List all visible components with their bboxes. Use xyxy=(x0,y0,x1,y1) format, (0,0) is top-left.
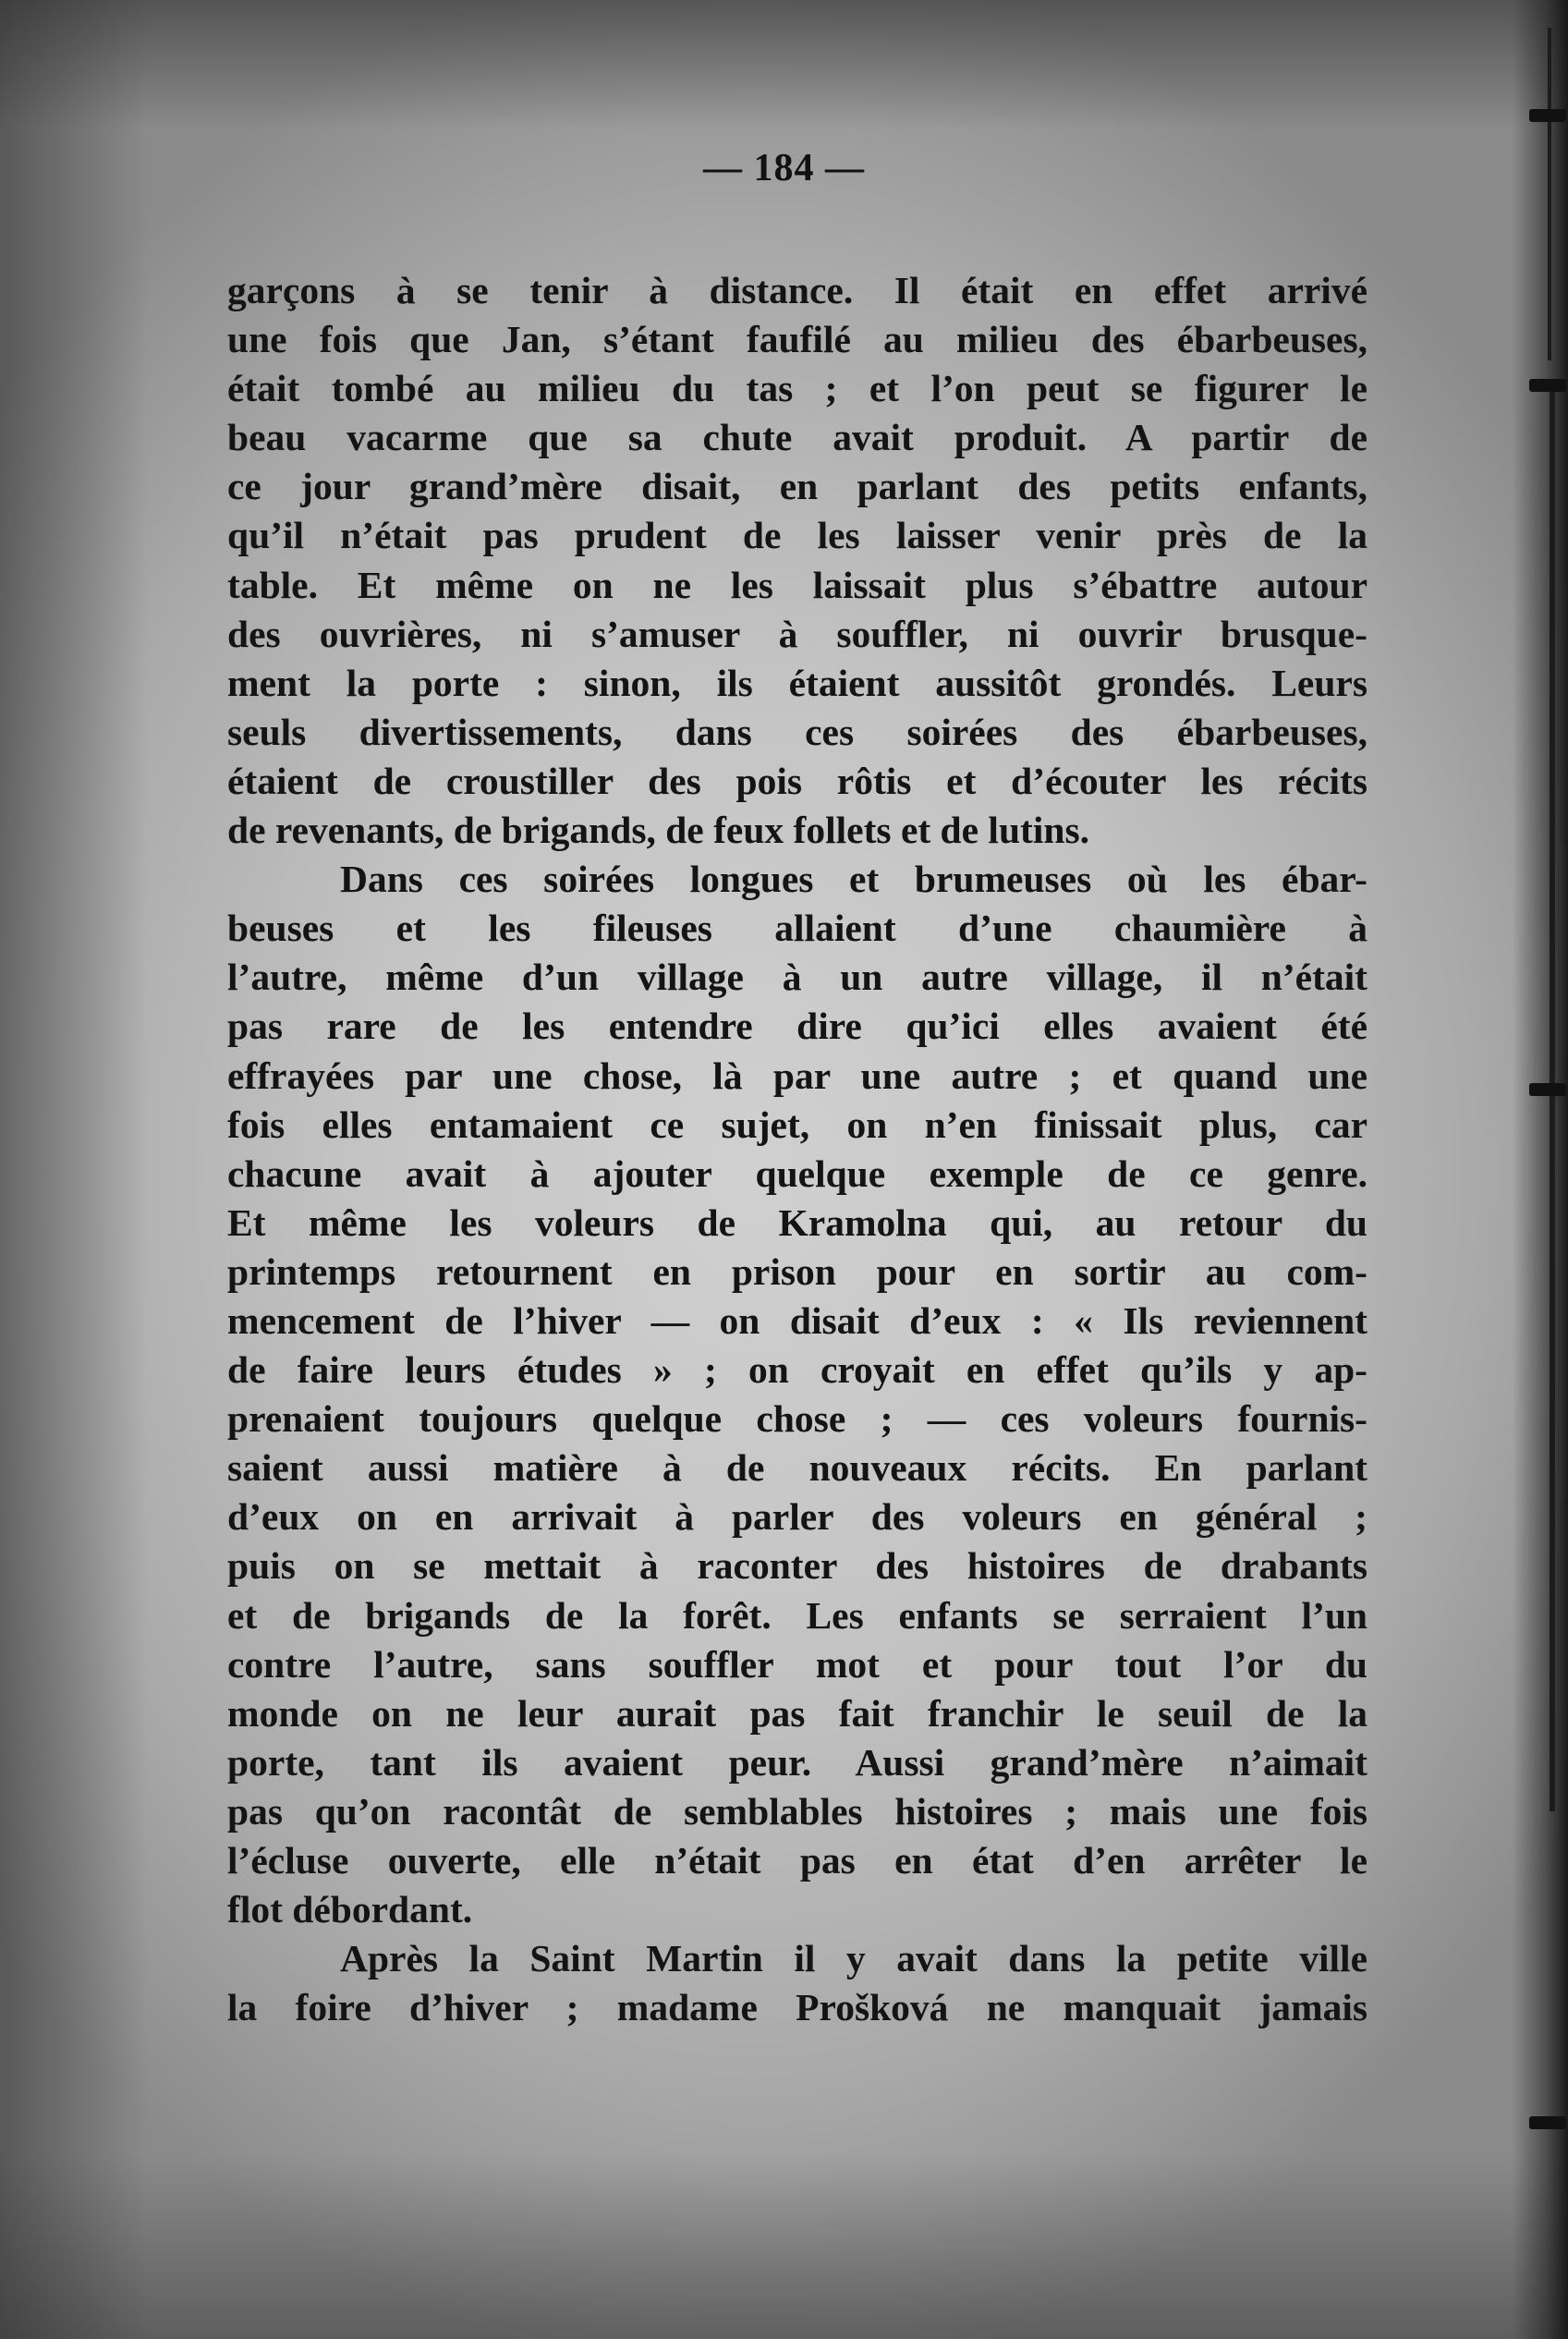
text-line: pas qu’on racontât de semblables histoires ; mais une fois xyxy=(227,1789,1367,1833)
bottom-shadow xyxy=(0,2154,1568,2339)
text-line: Après la Saint Martin il y avait dans la petite ville xyxy=(340,1937,1367,1980)
text-line: fois elles entamaient ce sujet, on n’en finissait plus, car xyxy=(227,1102,1367,1146)
text-line: d’eux on en arrivait à parler des voleurs en général ; xyxy=(227,1495,1367,1539)
binding-mark xyxy=(1529,1083,1566,1096)
binding-line xyxy=(1548,28,1551,360)
text-line: puis on se mettait à raconter des histoires de drabants xyxy=(227,1544,1367,1588)
binding-mark xyxy=(1529,2116,1566,2129)
left-shadow xyxy=(0,0,148,2339)
text-line: était tombé au milieu du tas ; et l’on peut se figurer le xyxy=(227,367,1367,410)
binding-mark xyxy=(1529,379,1566,392)
top-shadow xyxy=(0,0,1568,129)
text-line: et de brigands de la forêt. Les enfants se serraient l’un xyxy=(227,1593,1367,1637)
text-line: des ouvrières, ni s’amuser à souffler, ni ouvrir brusque- xyxy=(227,612,1367,655)
text-line: seuls divertissements, dans ces soirées des ébarbeuses, xyxy=(227,710,1367,753)
text-line: prenaient toujours quelque chose ; — ces voleurs fournis- xyxy=(227,1397,1367,1441)
text-line: beau vacarme que sa chute avait produit. A partir de xyxy=(227,416,1367,459)
text-line: table. Et même on ne les laissait plus s’ébattre autour xyxy=(227,563,1367,606)
text-line: printemps retournent en prison pour en sortir au com- xyxy=(227,1249,1367,1293)
text-line: contre l’autre, sans souffler mot et pour tout l’or du xyxy=(227,1642,1367,1686)
text-line: de faire leurs études » ; on croyait en effet qu’ils y ap- xyxy=(227,1348,1367,1392)
text-line: chacune avait à ajouter quelque exemple de ce genre. xyxy=(227,1151,1367,1195)
text-line: étaient de croustiller des pois rôtis et d’écouter les récits xyxy=(227,759,1367,802)
text-line: beuses et les fileuses allaient d’une chaumière à xyxy=(227,907,1367,950)
text-line: l’écluse ouverte, elle n’était pas en état d’en arrêter le xyxy=(227,1839,1367,1882)
text-line: qu’il n’était pas prudent de les laisser venir près de la xyxy=(227,514,1367,557)
text-line: de revenants, de brigands, de feux follets et de lutins. xyxy=(227,809,1090,852)
text-line: Dans ces soirées longues et brumeuses où les ébar- xyxy=(340,858,1367,901)
page-number: — 184 — xyxy=(703,147,865,189)
text-line: ment la porte : sinon, ils étaient aussitôt grondés. Leurs xyxy=(227,661,1367,704)
text-line: garçons à se tenir à distance. Il était en effet arrivé xyxy=(227,269,1367,311)
text-line: monde on ne leur aurait pas fait franchir le seuil de la xyxy=(227,1691,1367,1735)
text-line: ce jour grand’mère disait, en parlant des petits enfants, xyxy=(227,465,1367,508)
text-line: l’autre, même d’un village à un autre village, il n’était xyxy=(227,956,1367,999)
binding-line xyxy=(1550,388,1555,1811)
text-line: la foire d’hiver ; madame Prošková ne manquait jamais xyxy=(227,1986,1367,2029)
text-line: saient aussi matière à de nouveaux récits. En parlant xyxy=(227,1446,1367,1490)
binding-mark xyxy=(1529,109,1566,122)
text-line: Et même les voleurs de Kramolna qui, au retour du xyxy=(227,1200,1367,1244)
book-binding-edge xyxy=(1513,0,1568,2339)
text-line: une fois que Jan, s’étant faufilé au milieu des ébarbeuses, xyxy=(227,318,1367,361)
text-line: pas rare de les entendre dire qu’ici elles avaient été xyxy=(227,1005,1367,1048)
text-line: porte, tant ils avaient peur. Aussi grand’mère n’aimait xyxy=(227,1740,1367,1784)
text-line: effrayées par une chose, là par une autre ; et quand une xyxy=(227,1054,1367,1097)
text-line: flot débordant. xyxy=(227,1888,473,1931)
text-line: mencement de l’hiver — on disait d’eux : « Ils reviennent xyxy=(227,1298,1367,1342)
body-text xyxy=(227,266,1367,2032)
